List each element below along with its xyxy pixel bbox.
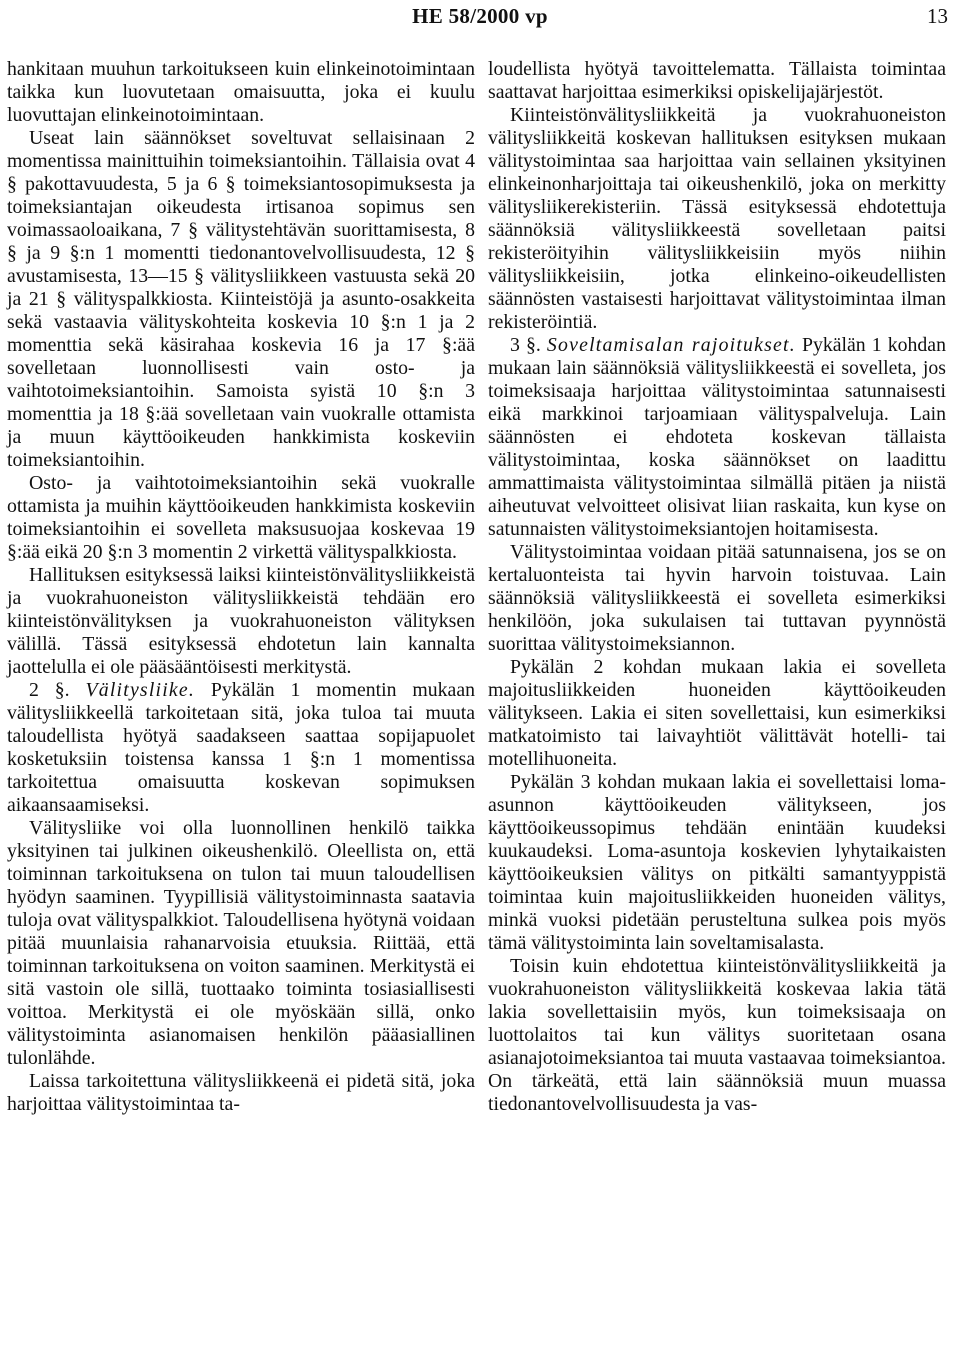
page-header bbox=[0, 4, 960, 34]
section-number: 3 §. bbox=[510, 334, 547, 356]
section-title: Soveltamisalan rajoitukset. bbox=[546, 334, 796, 356]
section-title: Välitysliike. bbox=[85, 679, 196, 701]
left-column bbox=[7, 58, 475, 1116]
paragraph: loudellista hyötyä tavoittelematta. Tällaista toimintaa saattavat harjoittaa esimerkiksi opiskelijajärjestöt. bbox=[488, 58, 946, 103]
paragraph: Useat lain säännökset soveltuvat sellaisinaan 2 momentissa mainittuihin toimeksiantoihin. Tällaisia ovat 4 § pakottavuudesta, 5 ja 6 § toimeksiantosopimuksesta ja toimeksiantajan oikeudesta irtisanoa sopimus sen voimassaoloaikana, 7 § välitystehtävän suorittamisesta, 8 § ja 9 §:n 1 momentti tiedonantovelvollisuudesta, 12 § avustamisesta, 13—15 § välitysliikkeen vastuusta sekä 20 ja 21 § välityspalkkiosta. Kiinteistöjä ja asunto-osakkeita sekä vastaavia välityskohteita koskevia 10 §:n 1 ja 2 momenttia sekä käsirahaa koskevia 16 ja 17 §:ää sovelletaan luonnollisesti vain osto- ja vaihtotoimeksiantoihin. Samoista syistä 10 §:n 3 momenttia ja 18 §:ää sovelletaan vain vuokralle ottamista ja muun käyttöoikeuden hankkimista koskeviin toimeksiantoihin. bbox=[7, 127, 475, 471]
right-column bbox=[488, 58, 946, 1116]
paragraph: Hallituksen esityksessä laiksi kiinteistönvälitysliikkeistä ja vuokrahuoneiston välitysliikkeistä tehdään ero kiinteistönvälityksen ja vuokrahuoneiston välityksen välillä. Tässä esityksessä ehdotetun lain kannalta jaottelulla ei ole pääsääntöisesti merkitystä. bbox=[7, 564, 475, 678]
paragraph: Toisin kuin ehdotettua kiinteistönvälitysliikkeitä ja vuokrahuoneiston välitysliikkeitä koskevaa lakia tätä lakia sovellettaisiin myös, kun toimeksisaaja on luottolaitos tai kun välitys suoritetaan osana asianajotoimeksiantoa tai muuta vastaavaa toimeksiantoa. On tärkeätä, että lain säännöksiä muun muassa tiedonantovelvollisuudesta ja vas- bbox=[488, 955, 946, 1115]
paragraph: Pykälän 3 kohdan mukaan lakia ei sovellettaisi loma-asunnon käyttöoikeuden välitykseen, jos käyttöoikeussopimus tehdään enintään kuudeksi kuukaudeksi. Loma-asuntoja koskevien lyhytaikaisten käyttöoikeuksien välitys on pitkälti samantyyppistä toimintaa kuin majoitusliikkeiden huoneiden välitys, minkä vuoksi pidetään perusteltuna sulkea pois myös tämä välitystoiminta lain soveltamisalasta. bbox=[488, 771, 946, 954]
paragraph: Välitysliike voi olla luonnollinen henkilö taikka yksityinen tai julkinen oikeushenkilö. Oleellista on, että toiminnan tarkoituksena on tulon tai muun taloudellisen hyödyn saaminen. Tyypillisiä välitystoiminnasta saatavia tuloja ovat välityspalkkiot. Taloudellisena hyötynä voidaan pitää muunlaisia rahanarvoisia etuuksia. Riittää, että toiminnan tarkoituksena on voiton saaminen. Merkitystä ei sitä vastoin ole sillä, tuottaako toiminta tosiasiallisesti voittoa. Merkitystä ei ole myöskään sillä, onko välitystoiminta asianomaisen henkilön pääasiallinen tulonlähde. bbox=[7, 817, 475, 1069]
section-text: Pykälän 1 momentin mukaan välitysliikkeellä tarkoitetaan sitä, joka tuloa tai muuta taloudellista hyötyä saadakseen saattaa sopijapuolet kosketuksiin toistensa kanssa 1 §:n 1 momentissa tarkoitettua omaisuutta koskevan sopimuksen aikaansaamiseksi. bbox=[7, 679, 475, 816]
document-id: HE 58/2000 vp bbox=[412, 4, 548, 28]
section-paragraph bbox=[7, 679, 475, 817]
paragraph: Laissa tarkoitettuna välitysliikkeenä ei pidetä sitä, joka harjoittaa välitystoimintaa ta- bbox=[7, 1070, 475, 1115]
paragraph: Kiinteistönvälitysliikkeitä ja vuokrahuoneiston välitysliikkeitä koskevan hallituksen esityksen mukaan välitystoimintaa saa harjoittaa vain sellainen yksityinen elinkeinonharjoittaja tai oikeushenkilö, joka on merkitty välitysliikerekisteriin. Tässä esityksessä ehdotettuja säännöksiä välitysliikkeestä sovelletaan paitsi rekisteröityihin välitysliikkeisiin myös niihin välitysliikkeisiin, jotka elinkeino-oikeudellisten säännösten vastaisesti harjoittavat välitystoimintaa ilman rekisteröintiä. bbox=[488, 104, 946, 333]
paragraph: Välitystoimintaa voidaan pitää satunnaisena, jos se on kertaluonteista tai hyvin harvoin toistuvaa. Lain säännöksiä välitysliikkeestä ei sovelleta esimerkiksi henkilöön, joka sukulaisen tai tuttavan pyynnöstä suorittaa välitystoimeksiannon. bbox=[488, 541, 946, 655]
paragraph: Osto- ja vaihtotoimeksiantoihin sekä vuokralle ottamista ja muihin käyttöoikeuden hankkimista koskeviin toimeksiantoihin ei sovelleta maksusuojaa koskevaa 19 §:ää eikä 20 §:n 3 momentin 2 virkettä välityspalkkiosta. bbox=[7, 472, 475, 563]
section-text: Pykälän 1 kohdan mukaan lain säännöksiä välitysliikkeestä ei sovelleta, jos toimeksisaaja harjoittaa välitystoimintaa satunnaisesti eikä markkinoi tarjoamiaan välityspalveluja. Lain säännösten ei ehdoteta koskevan tällaista välitystoimintaa, koska säännökset on laadittu ammattimaista välitystoimintaa silmällä pitäen ja niistä aiheutuvat velvoitteet olisivat liian raskaita, kun kyse on satunnaisten välitystoimeksiantojen hoitamisesta. bbox=[488, 334, 946, 540]
paragraph: hankitaan muuhun tarkoitukseen kuin elinkeinotoimintaan taikka kun luovutetaan omaisuutta, joka ei kuulu luovuttajan elinkeinotoimintaan. bbox=[7, 58, 475, 126]
section-paragraph bbox=[488, 334, 946, 541]
page-number: 13 bbox=[927, 4, 948, 28]
section-number: 2 §. bbox=[29, 679, 86, 701]
paragraph: Pykälän 2 kohdan mukaan lakia ei sovelleta majoitusliikkeiden huoneiden käyttöoikeuden välitykseen. Lakia ei siten sovellettaisi, kun esimerkiksi matkatoimisto tai laivayhtiöt välittävät hotelli- tai motellihuoneita. bbox=[488, 656, 946, 770]
